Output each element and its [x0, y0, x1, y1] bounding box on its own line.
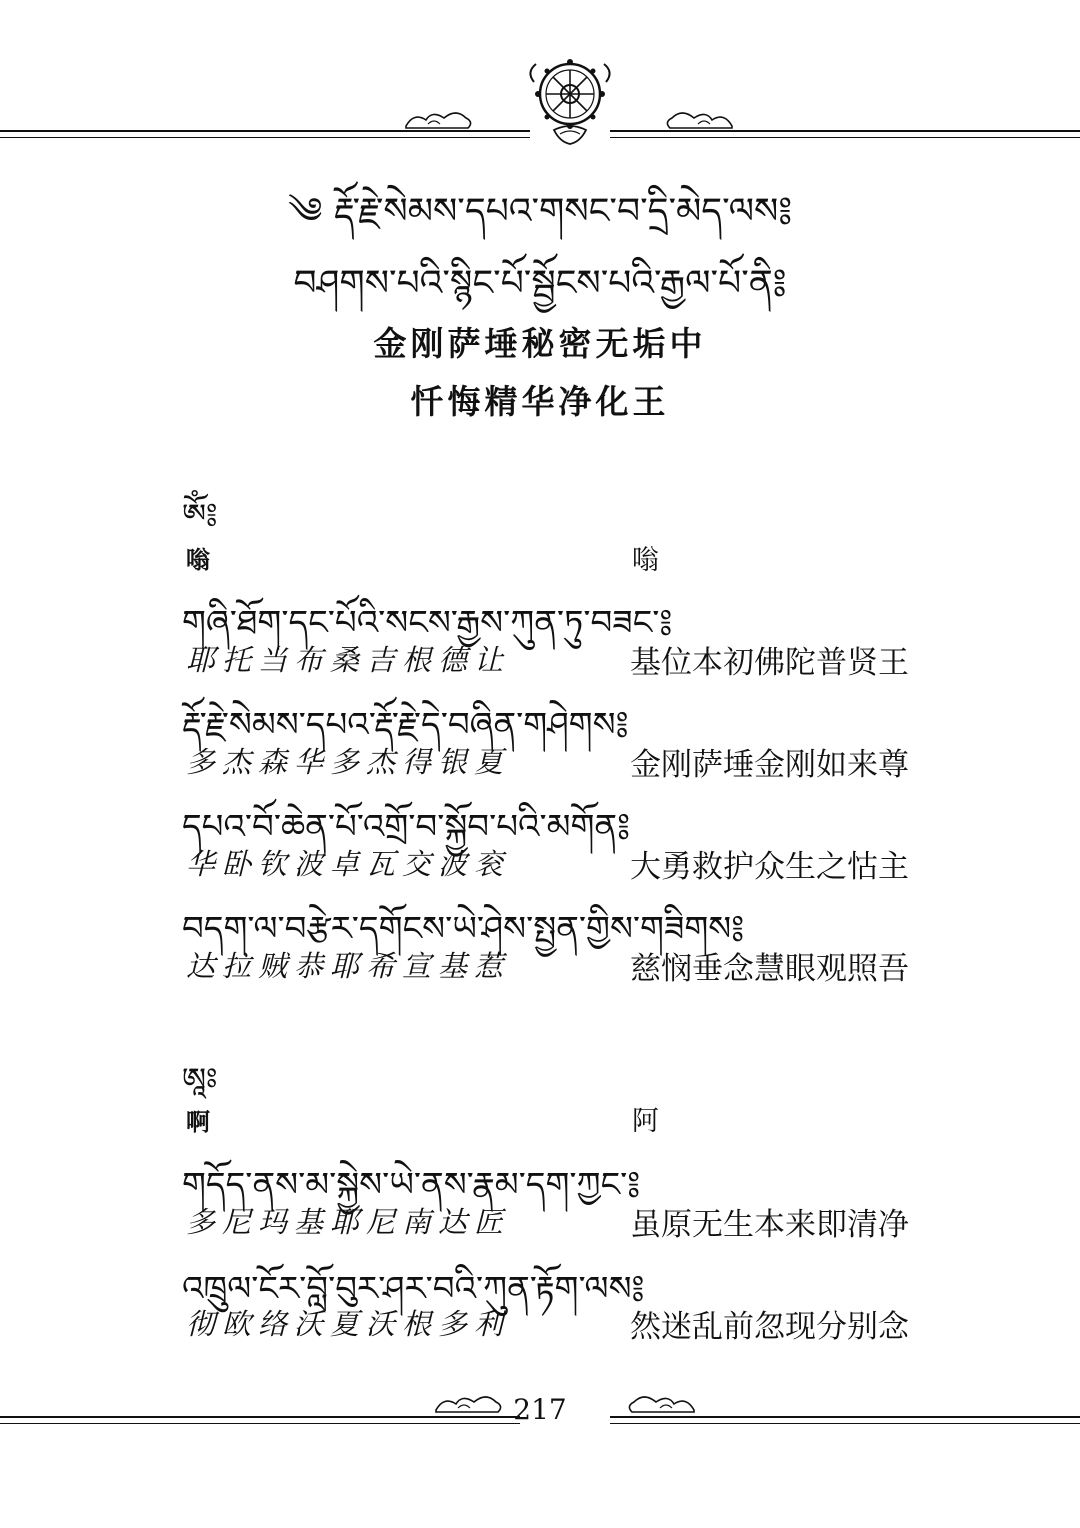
- top-rule-left-thin: [0, 137, 530, 138]
- seed-syllable-ah: ཨཱཿ: [182, 1062, 218, 1097]
- verse-tibetan: འཁྲུལ་ངོར་བློ་བུར་ཤར་བའི་ཀུན་རྟོག་ལས༔: [182, 1269, 645, 1309]
- verse-translation: 慈悯垂念慧眼观照吾: [630, 951, 909, 987]
- top-rule-right: [610, 130, 1080, 132]
- verse-phonetic: 华卧钦波卓瓦交波衮: [186, 847, 511, 881]
- verse-phonetic: 达拉贼恭耶希宣基惹: [186, 949, 511, 983]
- verse-phonetic: 耶托当布桑吉根德让: [186, 643, 511, 677]
- tibetan-title-line2: བཤགས་པའི་སྙིང་པོ་སྦྱོངས་པའི་རྒྱལ་པོ་ནི༔: [293, 263, 787, 304]
- verse-translation: 大勇救护众生之怙主: [630, 849, 909, 885]
- cloud-ornament-icon: [404, 108, 474, 130]
- verse-tibetan: རྡོ་རྗེ་སེམས་དཔའ་རྡོ་རྗེ་དེ་བཞིན་གཤེགས༔: [182, 705, 629, 745]
- verse-tibetan: བདག་ལ་བརྩེར་དགོངས་ཡེ་ཤེས་སྤྱན་གྱིས་གཟིགས༔: [182, 909, 745, 949]
- seed-syllable-om: ཨོཾ༔: [182, 498, 218, 533]
- chinese-title-line1: 金刚萨埵秘密无垢中: [373, 324, 707, 363]
- verse-translation: 金刚萨埵金刚如来尊: [630, 747, 909, 783]
- verse-phonetic: 多尼玛基耶尼南达匠: [186, 1205, 511, 1239]
- verse-tibetan: དཔའ་བོ་ཆེན་པོ་འགྲོ་བ་སྐྱོབ་པའི་མགོན༔: [182, 807, 630, 847]
- top-rule-right-thin: [610, 137, 1080, 138]
- verse-tibetan: གཞི་ཐོག་དང་པོའི་སངས་རྒྱས་ཀུན་ཏུ་བཟང་༔: [182, 603, 673, 643]
- page-number: 217: [513, 1393, 567, 1426]
- verse-phonetic: 彻欧络沃夏沃根多利: [186, 1307, 511, 1341]
- tibetan-title-line1: ༄ རྡོ་རྗེ་སེམས་དཔའ་གསང་བ་དྲི་མེད་ལས༔: [287, 191, 793, 232]
- verse-translation: 虽原无生本来即清净: [630, 1207, 909, 1243]
- top-rule-left: [0, 130, 530, 132]
- verse-phonetic: 多杰森华多杰得银夏: [186, 745, 511, 779]
- phonetic-label: 嗡: [186, 546, 210, 574]
- dharma-wheel-icon: [524, 52, 616, 148]
- phonetic-label: 啊: [186, 1108, 210, 1136]
- translation-label: 嗡: [632, 545, 659, 576]
- chinese-title-line2: 忏悔精华净化王: [410, 382, 670, 421]
- verse-translation: 基位本初佛陀普贤王: [630, 645, 909, 681]
- verse-translation: 然迷乱前忽现分别念: [630, 1309, 909, 1345]
- translation-label: 阿: [632, 1106, 659, 1137]
- verse-tibetan: གདོད་ནས་མ་སྐྱེས་ཡེ་ནས་རྣམ་དག་ཀྱང་༔: [182, 1165, 641, 1205]
- cloud-ornament-icon: [664, 108, 734, 130]
